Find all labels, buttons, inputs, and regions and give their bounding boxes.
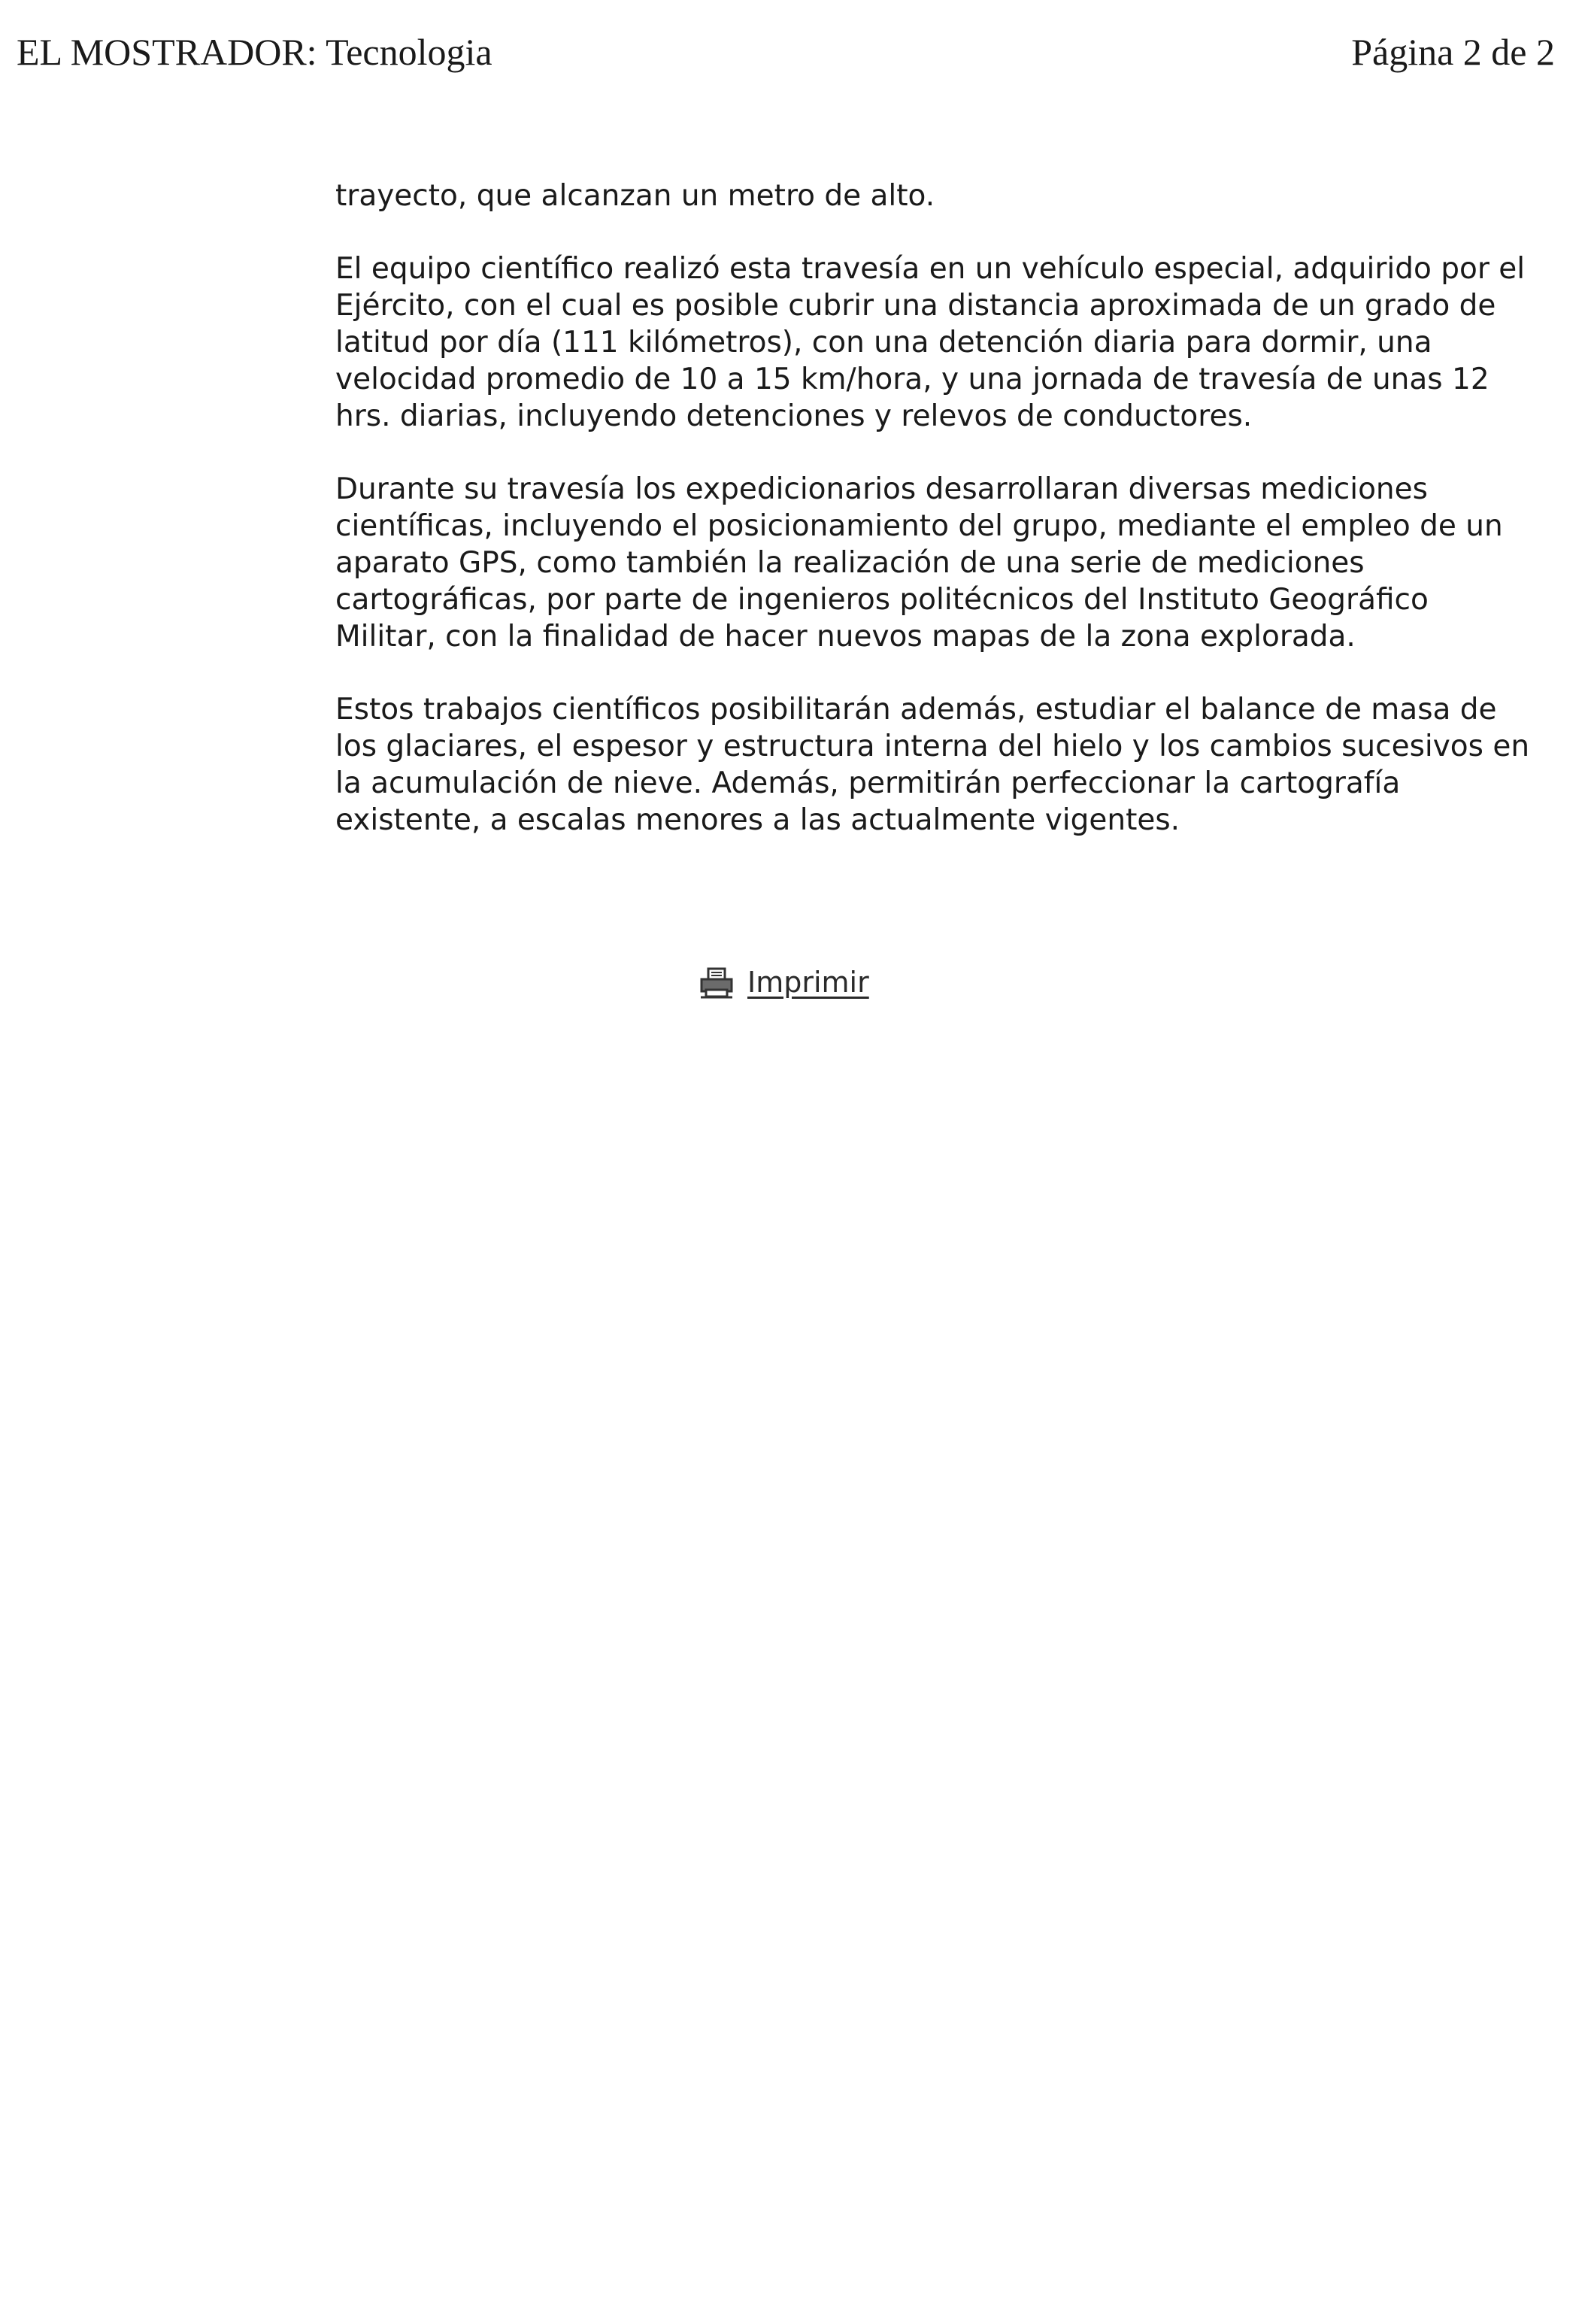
page-number: Página 2 de 2 [1351,31,1555,73]
print-label[interactable]: Imprimir [747,966,869,999]
article-paragraph: Durante su travesía los expedicionarios desarrollaran diversas mediciones científicas, incluyendo el posicionamiento del grupo, mediante el empleo de un aparato GPS, como también la realización de una serie de mediciones cartográficas, por parte de ingenieros politécnicos del Instituto Geográfico Militar, con la finalidad de hacer nuevos mapas de la zona explorada. [335,472,1503,654]
article-paragraph: Estos trabajos científicos posibilitarán además, estudiar el balance de masa de los glaciares, el espesor y estructura interna del hielo y los cambios sucesivos en la acumulación de nieve. Además, permitirán perfeccionar la cartografía existente, a escalas menores a las actualmente vigentes. [335,693,1530,837]
article-body [335,177,1531,875]
printer-icon[interactable] [699,967,734,999]
article-paragraph: trayecto, que alcanzan un metro de alto. [335,179,935,213]
article-paragraph: El equipo científico realizó esta travesía en un vehículo especial, adquirido por el Ejército, con el cual es posible cubrir una distancia aproximada de un grado de latitud por día (111 kilómetros), con una detención diaria para dormir, una velocidad promedio de 10 a 15 km/hora, y una jornada de travesía de unas 12 hrs. diarias, incluyendo detenciones y relevos de conductores. [335,252,1526,433]
page-header [0,0,1588,105]
site-title: EL MOSTRADOR: Tecnologia [17,31,492,73]
print-link[interactable] [699,966,869,999]
